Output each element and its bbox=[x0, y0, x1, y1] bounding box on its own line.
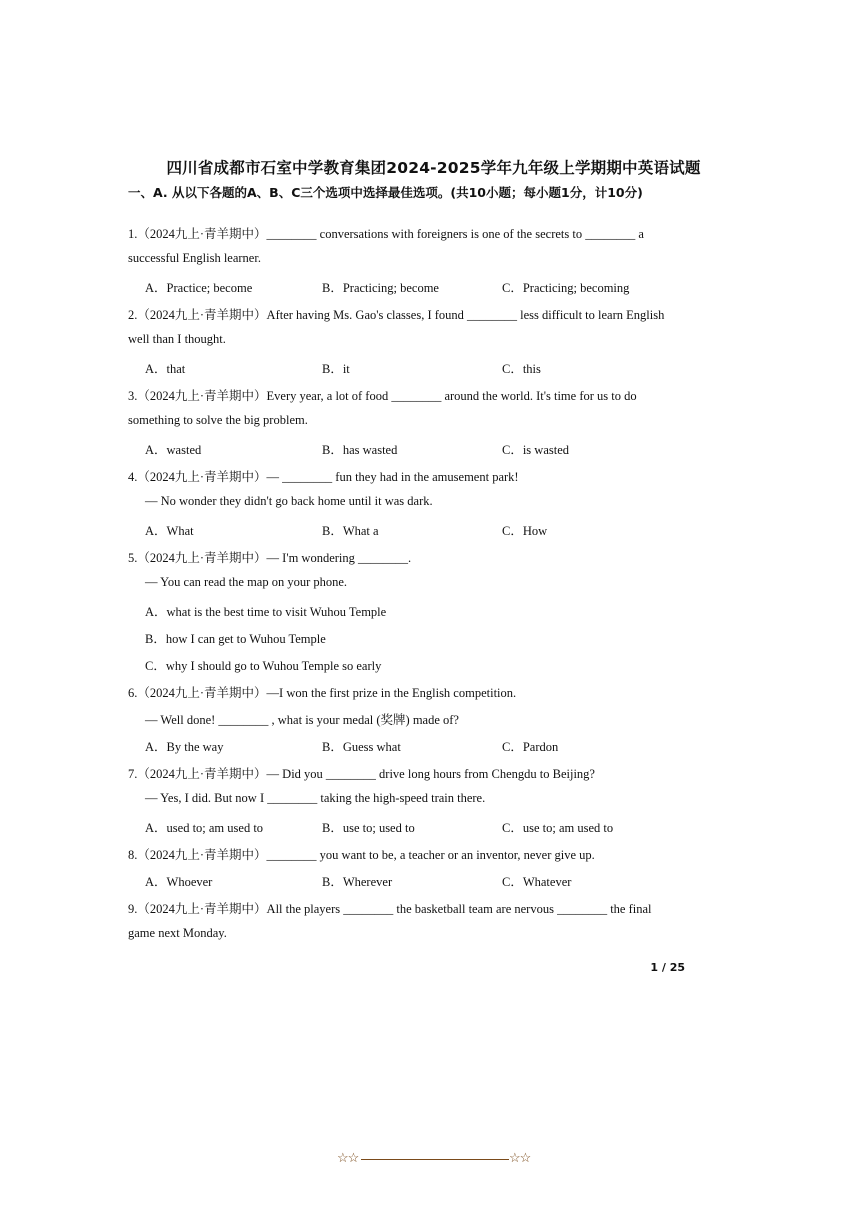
star-icon: ☆☆ bbox=[337, 1150, 359, 1165]
question-6-option-c: C．Pardon bbox=[502, 740, 559, 754]
question-6-stem-cont: — Well done! ________ , what is your medal (奖牌) made of? bbox=[145, 713, 459, 727]
question-8-stem: 8.（2024九上·青羊期中）________ you want to be, a teacher or an inventor, never give up. bbox=[128, 848, 595, 862]
question-1-option-b: B．Practicing; become bbox=[322, 281, 439, 295]
question-7-stem-cont: — Yes, I did. But now I ________ taking the high-speed train there. bbox=[145, 791, 486, 805]
question-6-option-a: A．By the way bbox=[145, 740, 224, 754]
footer-divider bbox=[361, 1159, 509, 1160]
question-7-option-a: A．used to; am used to bbox=[145, 821, 264, 835]
question-9-stem: 9.（2024九上·青羊期中）All the players ________ the basketball team are nervous ________ the final bbox=[128, 902, 652, 916]
question-4-option-a: A．What bbox=[145, 524, 194, 538]
question-6-stem: 6.（2024九上·青羊期中）—I won the first prize in the English competition. bbox=[128, 686, 517, 700]
question-3-stem: 3.（2024九上·青羊期中）Every year, a lot of food ________ around the world. It's time for us to do bbox=[128, 389, 637, 403]
question-2-option-a: A．that bbox=[145, 362, 186, 376]
footer-decoration bbox=[337, 1150, 533, 1170]
question-8-option-b: B．Wherever bbox=[322, 875, 393, 889]
question-3-option-c: C．is wasted bbox=[502, 443, 570, 457]
question-5-option-b: B．how I can get to Wuhou Temple bbox=[145, 632, 326, 646]
question-2-stem-cont: well than I thought. bbox=[128, 332, 226, 346]
question-4-option-b: B．What a bbox=[322, 524, 379, 538]
question-8-option-c: C．Whatever bbox=[502, 875, 572, 889]
question-8-option-a: A．Whoever bbox=[145, 875, 213, 889]
question-4-option-c: C．How bbox=[502, 524, 548, 538]
question-7-option-b: B．use to; used to bbox=[322, 821, 415, 835]
question-5-stem: 5.（2024九上·青羊期中）— I'm wondering ________. bbox=[128, 551, 412, 565]
question-4-stem: 4.（2024九上·青羊期中）— ________ fun they had in the amusement park! bbox=[128, 470, 519, 484]
question-3-option-b: B．has wasted bbox=[322, 443, 398, 457]
question-3-stem-cont: something to solve the big problem. bbox=[128, 413, 308, 427]
question-1-option-c: C．Practicing; becoming bbox=[502, 281, 630, 295]
question-3-option-a: A．wasted bbox=[145, 443, 202, 457]
star-icon: ☆☆ bbox=[509, 1150, 531, 1165]
section-heading: 一、A. 从以下各题的A、B、C三个选项中选择最佳选项。(共10小题；每小题1分，计10分) bbox=[128, 185, 643, 200]
question-2-option-c: C．this bbox=[502, 362, 541, 376]
question-4-stem-cont: — No wonder they didn't go back home until it was dark. bbox=[145, 494, 433, 508]
question-5-option-c: C．why I should go to Wuhou Temple so early bbox=[145, 659, 382, 673]
question-2-option-b: B．it bbox=[322, 362, 350, 376]
question-6-option-b: B．Guess what bbox=[322, 740, 401, 754]
question-7-stem: 7.（2024九上·青羊期中）— Did you ________ drive long hours from Chengdu to Beijing? bbox=[128, 767, 595, 781]
question-5-option-a: A．what is the best time to visit Wuhou Temple bbox=[145, 605, 387, 619]
question-9-stem-cont: game next Monday. bbox=[128, 926, 227, 940]
question-1-option-a: A．Practice; become bbox=[145, 281, 253, 295]
question-5-stem-cont: — You can read the map on your phone. bbox=[145, 575, 348, 589]
question-7-option-c: C．use to; am used to bbox=[502, 821, 614, 835]
question-1-stem-cont: successful English learner. bbox=[128, 251, 261, 265]
page-title: 四川省成都市石室中学教育集团2024-2025学年九年级上学期期中英语试题 bbox=[166, 159, 701, 177]
question-1-stem: 1.（2024九上·青羊期中）________ conversations with foreigners is one of the secrets to ________ a bbox=[128, 227, 644, 241]
question-2-stem: 2.（2024九上·青羊期中）After having Ms. Gao's classes, I found ________ less difficult to learn English bbox=[128, 308, 665, 322]
page-number: 1 / 25 bbox=[650, 961, 685, 974]
